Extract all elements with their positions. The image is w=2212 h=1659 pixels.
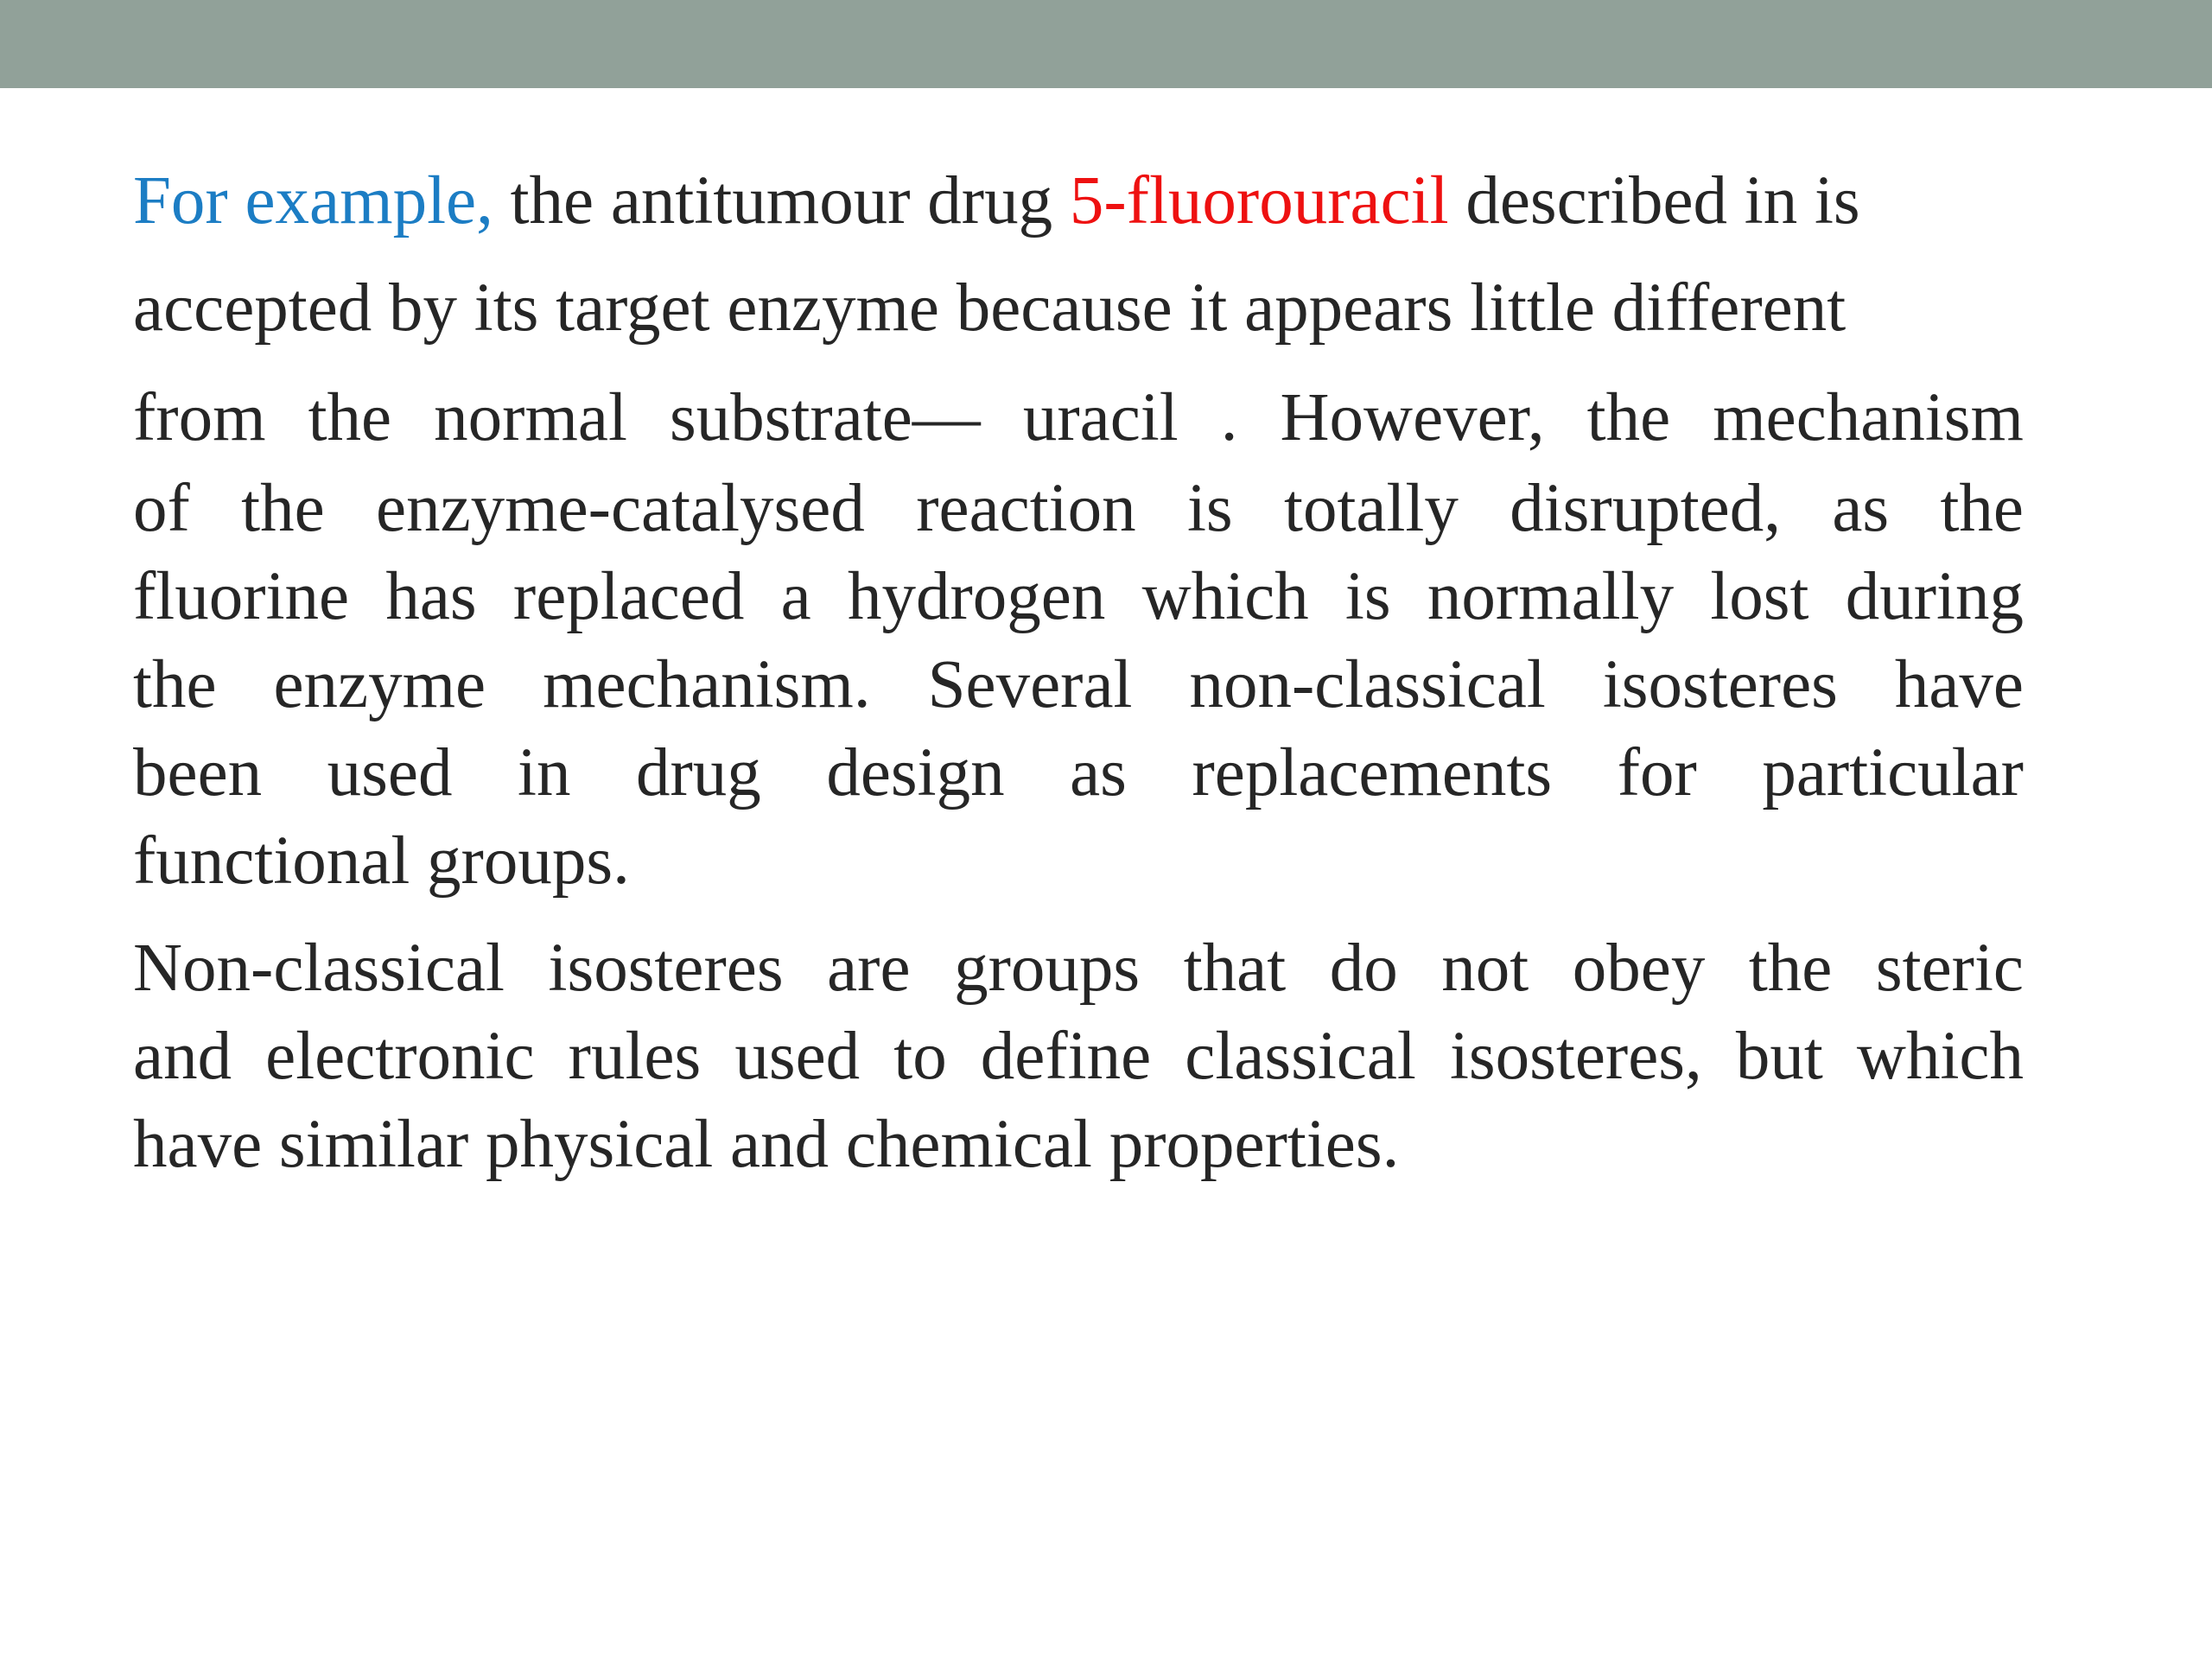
drug-name: 5-fluorouracil xyxy=(1069,163,1449,238)
paragraph-2-line-2: and electronic rules used to define classical isosteres, but which xyxy=(133,1019,2024,1094)
paragraph-1-line-2: accepted by its target enzyme because it appears little different xyxy=(133,270,1847,346)
paragraph-1-line-7: been used in drug design as replacements for particular xyxy=(133,735,2024,810)
text-segment: described in is xyxy=(1448,163,1860,238)
paragraph-1-line-4: of the enzyme-catalysed reaction is totally disrupted, as the xyxy=(133,471,2024,546)
intro-phrase: For example, xyxy=(133,163,493,238)
paragraph-2-line-1: Non-classical isosteres are groups that do not obey the steric xyxy=(133,931,2024,1006)
paragraph-2-line-3: have similar physical and chemical properties. xyxy=(133,1107,1400,1182)
paragraph-1-line-1 xyxy=(133,157,2024,245)
text-segment: the antitumour drug xyxy=(493,163,1070,238)
paragraph-1-line-8: functional groups. xyxy=(133,823,630,899)
slide-body xyxy=(133,157,2024,1189)
paragraph-1-line-5: fluorine has replaced a hydrogen which is normally lost during xyxy=(133,559,2024,634)
paragraph-1-line-3: from the normal substrate— uracil . However, the mechanism xyxy=(133,380,2024,455)
slide-header-bar xyxy=(0,0,2212,88)
paragraph-1-line-6: the enzyme mechanism. Several non-classical isosteres have xyxy=(133,647,2024,722)
